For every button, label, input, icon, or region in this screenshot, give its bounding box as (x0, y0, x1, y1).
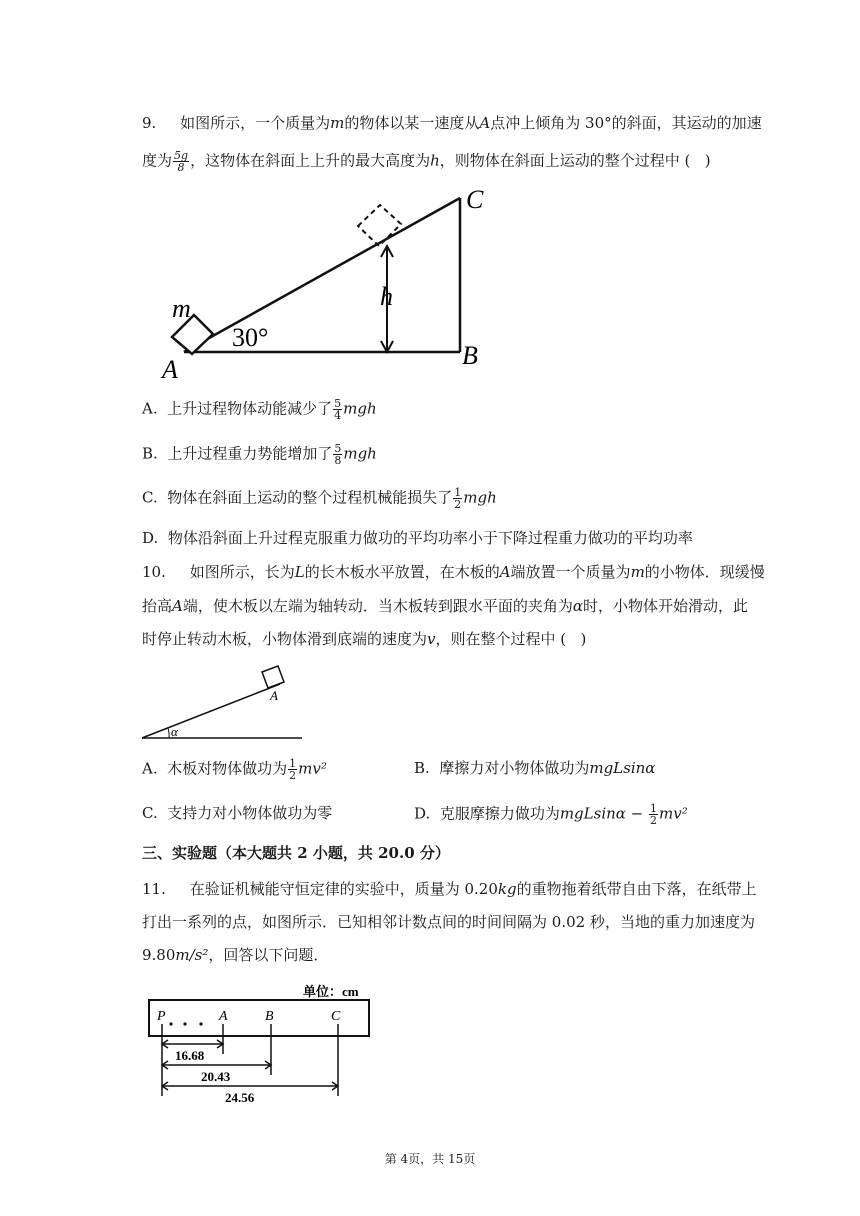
q10-block (262, 666, 284, 688)
q11-line-2: 打出一系列的点，如图所示．已知相邻计数点间的时间间隔为 0.02 秒，当地的重力加速度为 (142, 913, 755, 931)
section-3-title: 三、实验题（本大题共 2 小题，共 20.0 分） (142, 844, 450, 862)
q9-dashed-block (358, 205, 401, 246)
q11-number: 11. (142, 880, 166, 898)
q9-label-B: B (462, 341, 478, 370)
q9-option-b: B. 上升过程重力势能增加了 $\frac{5}{8}$ mgh (142, 442, 377, 467)
q9-number: 9. (142, 114, 157, 132)
q9-line-1: 9. 如图所示，一个质量为m的物体以某一速度从A点冲上倾角为 30°的斜面，其运动的加速 (142, 114, 762, 132)
q10-option-a: A. 木板对物体做功为 $\frac{1}{2}$ mv² (142, 757, 327, 782)
q9-label-angle: 30° (232, 323, 269, 352)
q9-line-2: 度为 $\frac{5g}{8}$ ，这物体在斜面上上升的最大高度为h，则物体在斜面上运动的整个过程中 ( ) (142, 149, 711, 174)
q9-incline-figure (150, 180, 510, 385)
q9-option-a: A. 上升过程物体动能减少了 $\frac{5}{4}$ mgh (142, 397, 377, 422)
q10-line-2: 抬高A端，使木板以左端为轴转动．当木板转到跟水平面的夹角为α时，小物体开始滑动，此 (142, 597, 749, 615)
q10-line-1: 10. 如图所示，长为L的长木板水平放置，在木板的A端放置一个质量为m的小物体．现缓慢 (142, 563, 765, 581)
q10-option-d-fraction: $\frac{1}{2}$ (650, 802, 658, 827)
page-footer: 第 4页，共 15页 (384, 1152, 476, 1166)
q11-dist-1: 16.68 (175, 1048, 205, 1063)
q9-label-A: A (162, 355, 178, 384)
q9-option-d: D. 物体沿斜面上升过程克服重力做功的平均功率小于下降过程重力做功的平均功率 (142, 529, 693, 547)
q9-label-C: C (466, 185, 484, 214)
q11-unit-label: 单位：cm (303, 984, 359, 999)
q9-option-c: C. 物体在斜面上运动的整个过程机械能损失了 $\frac{1}{2}$ mgh (142, 486, 497, 511)
q9-label-h: h (380, 282, 393, 311)
q11-tape-figure (145, 978, 380, 1103)
q10-board-figure (138, 660, 308, 742)
q10-number: 10. (142, 563, 166, 581)
q11-line-3: 9.80m/s²，回答以下问题． (142, 946, 329, 964)
q10-option-b: B. 摩擦力对小物体做功为mgLsinα (414, 759, 656, 777)
q10-option-a-fraction: $\frac{1}{2}$ (289, 757, 297, 782)
q10-label-alpha: α (171, 724, 178, 739)
q11-line-1: 11. 在验证机械能守恒定律的实验中，质量为 0.20kg的重物拖着纸带自由下落，在纸带上 (142, 880, 757, 898)
q11-label-A: A (219, 1009, 228, 1024)
q9-option-a-fraction: $\frac{5}{4}$ (334, 397, 342, 422)
q11-label-P: P (157, 1009, 166, 1024)
q9-option-c-fraction: $\frac{1}{2}$ (454, 486, 462, 511)
q9-accel-fraction: $\frac{5g}{8}$ (174, 149, 189, 174)
q9-label-m: m (172, 294, 191, 323)
q9-option-b-fraction: $\frac{5}{8}$ (334, 442, 342, 467)
q11-label-C: C (331, 1009, 341, 1024)
q11-label-B: B (265, 1009, 274, 1024)
q10-label-A: A (270, 688, 278, 703)
q10-line-3: 时停止转动木板，小物体滑到底端的速度为v，则在整个过程中 ( ) (142, 630, 587, 648)
q10-option-d: D. 克服摩擦力做功为mgLsinα − $\frac{1}{2}$ mv² (414, 802, 688, 827)
q11-dist-3: 24.56 (225, 1090, 255, 1103)
q10-option-c: C. 支持力对小物体做功为零 (142, 804, 333, 822)
q11-dist-2: 20.43 (201, 1069, 231, 1084)
